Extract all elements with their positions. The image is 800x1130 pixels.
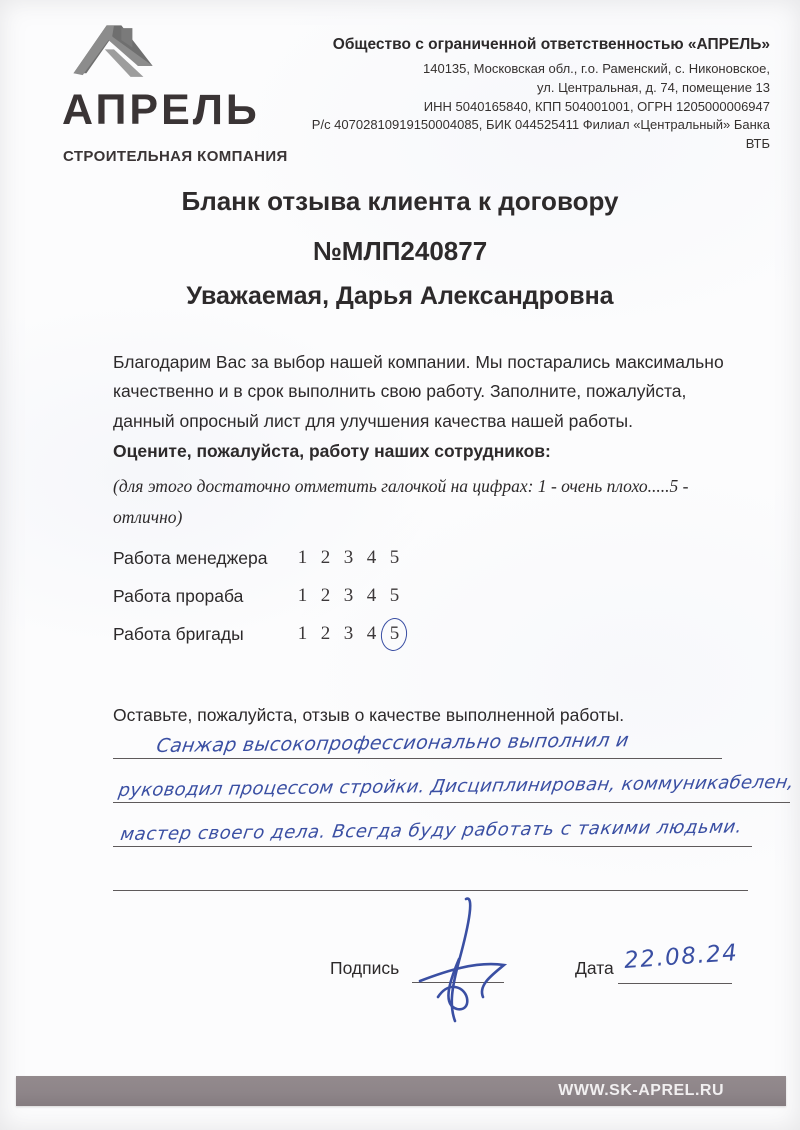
rating-digit: 3 — [343, 547, 354, 568]
rating-scale — [291, 623, 406, 645]
rating-digit: 5 — [389, 585, 400, 606]
rating-row-foreman — [113, 586, 533, 612]
company-address-line: 140135, Московская обл., г.о. Раменский, с. Никоновское, — [423, 61, 770, 76]
form-title: Бланк отзыва клиента к договору — [181, 186, 619, 216]
rating-row-crew — [113, 624, 533, 650]
rating-digit: 2 — [320, 585, 331, 606]
review-prompt: Оставьте, пожалуйста, отзыв о качестве выполненной работы. — [113, 704, 625, 725]
rating-digit: 2 — [320, 623, 331, 644]
brand-name: АПРЕЛЬ — [62, 86, 260, 134]
date-label: Дата — [575, 958, 614, 978]
rating-scale — [291, 585, 406, 607]
brand-tagline: СТРОИТЕЛЬНАЯ КОМПАНИЯ — [63, 148, 288, 165]
handwritten-review-text: руководил процессом стройки. Дисциплинирован, коммуникабелен, — [117, 771, 796, 801]
rating-digit: 3 — [343, 623, 354, 644]
salutation: Уважаемая, Дарья Александровна — [186, 282, 614, 310]
rating-digit: 1 — [297, 585, 308, 606]
company-inn-line: ИНН 5040165840, КПП 504001001, ОГРН 1205000006947 — [423, 98, 770, 114]
footer-bar — [16, 1076, 786, 1106]
rating-digit: 4 — [366, 585, 377, 606]
selected-rating-circle: 5 — [383, 623, 406, 645]
rating-label: Работа прораба — [113, 586, 244, 606]
handwritten-date: 22.08.24 — [623, 940, 740, 974]
roof-house-icon — [68, 16, 160, 90]
company-address-line: ул. Центральная, д. 74, помещение 13 — [537, 79, 770, 95]
rating-scale — [291, 547, 406, 569]
rating-digit: 1 — [297, 623, 308, 644]
intro-paragraph: Благодарим Вас за выбор нашей компании. Мы постарались максимально качественно и в срок выполнить свою работу. Заполните, пожалуйста, данный опросный лист для улучшения качества нашей работы. — [113, 351, 724, 431]
review-line — [113, 812, 752, 847]
rating-label: Работа менеджера — [113, 548, 268, 568]
contract-number: №МЛП240877 — [312, 236, 488, 266]
rating-label: Работа бригады — [113, 624, 244, 644]
company-bank-line: Р/с 40702810919150004085, БИК 044525411 Филиал «Центральный» Банка ВТБ — [311, 117, 770, 152]
rating-digit: 4 — [366, 547, 377, 568]
rating-digit: 5 — [389, 547, 400, 568]
handwritten-signature — [404, 893, 520, 1027]
website-url: WWW.SK-APREL.RU — [558, 1082, 724, 1099]
company-name: Общество с ограниченной ответственностью «АПРЕЛЬ» — [332, 36, 770, 53]
rating-row-manager — [113, 548, 533, 574]
review-line — [113, 768, 796, 803]
company-requisites — [300, 36, 770, 154]
rating-digit: 3 — [343, 585, 354, 606]
handwritten-review-text: Санжар высокопрофессионально выполнил и — [155, 729, 631, 757]
rating-digit: 1 — [297, 547, 308, 568]
rate-prompt: Оцените, пожалуйста, работу наших сотрудников: — [113, 440, 551, 461]
handwritten-review-text: мастер своего дела. Всегда буду работать с такими людьми. — [119, 816, 744, 845]
signature-label: Подпись — [330, 958, 400, 978]
review-line — [113, 856, 748, 891]
rating-digit: 2 — [320, 547, 331, 568]
review-line — [113, 724, 722, 759]
rating-digit: 4 — [366, 623, 377, 644]
rate-note: (для этого достаточно отметить галочкой на цифрах: 1 - очень плохо.....5 - отлично) — [113, 475, 689, 527]
